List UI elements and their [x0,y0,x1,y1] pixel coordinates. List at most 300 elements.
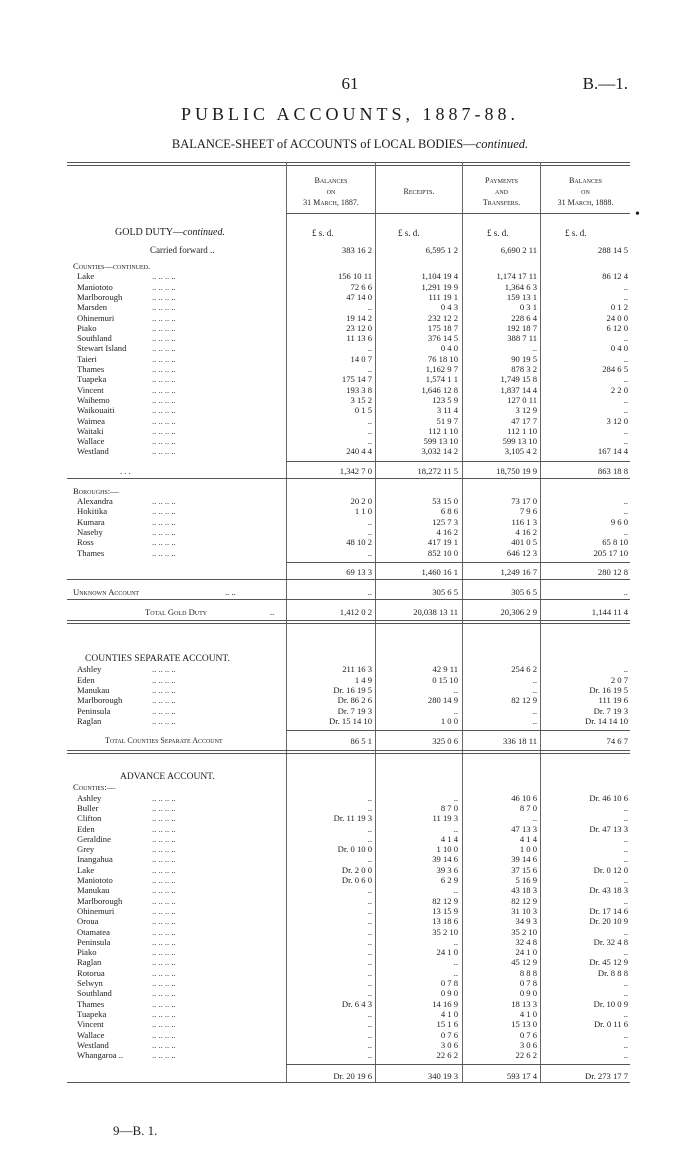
advance-col1: .. [367,988,372,999]
column-header-rec: Receipts. [403,187,435,196]
county-col3: 127 0 11 [507,394,537,405]
separate-col3: .. [532,684,537,695]
advance-col1: .. [367,916,372,927]
advance-col2: .. [453,936,458,947]
borough-col4: 65 8 10 [602,537,628,548]
county-col3: 1,749 15 8 [500,374,537,385]
county-col1: 240 4 4 [346,446,372,457]
advance-col4: .. [623,802,628,813]
leader-dots: .. .. .. .. [152,905,176,916]
advance-col3: 82 12 9 [511,895,537,906]
separate-col4: 2 0 7 [610,674,628,685]
row-label: Lake [77,864,95,875]
table-top-rule-inner [67,165,630,166]
advance-col1: .. [367,823,372,834]
row-label: Whangaroa .. [77,1050,124,1061]
separate-col4: Dr. 7 19 3 [593,705,628,716]
column-header-bal1: 31 March, 1887. [303,198,359,207]
subtotal-rule [286,461,630,462]
advance-col3: 37 15 6 [511,864,537,875]
table-top-rule [67,162,630,163]
advance-col3: 31 10 3 [511,905,537,916]
county-col2: 1,162 9 7 [425,364,458,374]
advance-total-col1: Dr. 20 19 6 [333,1071,372,1082]
advance-col3: 8 8 8 [519,967,537,978]
column-header-bal2: on [581,187,590,196]
row-label: Oroua [77,916,99,927]
leader-dots: .. .. .. .. [152,802,176,813]
row-label: Thames [77,547,105,558]
separate-col1: 1 4 9 [354,674,372,685]
borough-col4: .. [623,496,628,506]
leader-dots: .. .. .. .. [152,281,176,292]
document-reference: B.—1. [582,74,628,93]
leader-dots: .. .. .. .. [152,823,176,834]
counties-total-col4: 863 18 8 [597,465,628,476]
leader-dots: .. .. .. .. [152,833,176,844]
total-gold-duty-label: Total Gold Duty [145,606,208,617]
county-col1: .. [367,343,372,354]
advance-col3: .. [532,813,537,824]
county-col1: .. [367,436,372,447]
advance-col4: .. [623,1050,628,1061]
row-label: Marlborough [77,895,123,906]
row-label: Hokitika [77,506,108,517]
county-col4: 0 4 0 [610,343,628,354]
row-label: Geraldine [77,833,111,844]
advance-col2: 1 10 0 [436,844,458,855]
leader-dots: .. .. .. .. [152,537,176,548]
advance-col1: .. [367,854,372,865]
total-separate-col3: 336 18 11 [502,736,537,747]
leader-dots: .. .. [225,586,236,597]
advance-col2: 3 0 6 [440,1039,458,1050]
borough-col4: .. [623,526,628,537]
carried-forward-col3: 6,690 2 11 [500,245,537,255]
section-double-rule [67,753,630,754]
advance-col2: .. [453,957,458,968]
county-col2: 111 19 1 [428,291,458,302]
row-label: Ohinemuri [77,312,115,323]
row-label: Maniototo [77,281,113,292]
borough-col1: .. [367,547,372,558]
advance-col3: 34 9 3 [515,916,537,927]
row-label: Piako [77,322,97,333]
county-col2: 3,032 14 2 [421,446,458,457]
section-double-rule [67,750,630,751]
header-rule [286,213,630,214]
advance-col4: Dr. 17 14 6 [589,905,628,916]
advance-col2: 39 3 6 [436,864,458,875]
borough-col3: 7 9 6 [519,506,537,517]
row-label: Eden [77,823,95,834]
advance-col1: .. [367,1019,372,1030]
row-label: Waitaki [77,425,104,436]
leader-dots: .. .. .. .. [152,496,176,506]
advance-col4: .. [623,854,628,865]
county-col2: 232 12 2 [427,312,458,323]
page-title: PUBLIC ACCOUNTS, 1887-88. [180,104,520,124]
leader-dots: .. .. .. .. [152,926,176,937]
leader-dots: .. .. .. .. [152,674,176,685]
leader-dots: .. .. .. .. [152,695,176,706]
column-header-pay: Payments [485,176,518,185]
county-col2: 1,574 1 1 [425,374,458,385]
row-label: Waihemo [77,394,110,405]
advance-col2: .. [453,823,458,834]
borough-col3: 73 17 0 [511,496,537,506]
row-label: Wallace [77,1029,105,1040]
row-label: Ohinemuri [77,905,115,916]
county-col1: 175 14 7 [341,374,372,385]
advance-col2: 0 9 0 [440,988,458,999]
county-col2: 123 5 9 [432,394,458,405]
leader-dots: .. .. .. .. [152,1008,176,1019]
advance-col1: .. [367,978,372,988]
borough-col1: .. [367,526,372,537]
borough-col4: 205 17 10 [593,547,628,558]
advance-counties-heading: Counties:— [73,782,116,793]
row-label: Ashley [77,664,102,675]
advance-col3: 15 13 0 [511,1019,537,1030]
advance-col3: 22 6 2 [515,1050,537,1061]
advance-col1: .. [367,802,372,813]
advance-col3: 24 1 0 [515,947,537,958]
county-col1: 3 15 2 [350,394,372,405]
leader-dots: .. .. .. .. [152,978,176,988]
advance-col1: .. [367,1008,372,1019]
total-gold-duty-col1: 1,412 0 2 [339,606,372,617]
units-label: £ s. d. [312,228,334,238]
county-col3: 1,364 6 3 [504,281,537,292]
row-label: Selwyn [77,978,103,988]
advance-col3: 45 12 9 [511,957,537,968]
leader-dots: .. [270,606,275,617]
borough-col2: 4 16 2 [436,526,458,537]
county-col1: 47 14 0 [346,291,372,302]
row-label: Waimea [77,415,105,426]
advance-col4: .. [623,926,628,937]
carried-forward-label: Carried forward .. [150,245,215,255]
leader-dots: .. .. .. .. [152,526,176,537]
row-label: Tuapeka [77,1008,107,1019]
advance-col1: .. [367,926,372,937]
advance-col3: 0 7 6 [519,1029,537,1040]
advance-col1: .. [367,967,372,978]
counties-total-col3: 18,750 19 9 [496,465,537,476]
advance-col2: .. [453,967,458,978]
county-col3: 3 12 9 [515,405,537,416]
leader-dots: .. .. .. .. [152,436,176,447]
separate-col2: 280 14 9 [427,695,458,706]
county-col1: .. [367,302,372,313]
column-header-bal2: 31 March, 1888. [557,198,614,207]
page-footer: 9—B. 1. [113,1123,158,1138]
dots-line: . . . [120,465,131,476]
county-col2: 76 18 10 [427,353,458,364]
advance-col2: .. [453,792,458,803]
county-col3: 3,105 4 2 [504,446,537,457]
advance-total-col3: 593 17 4 [506,1071,537,1082]
leader-dots: .. .. .. .. [152,384,176,395]
advance-col2: 0 7 6 [440,1029,458,1040]
row-label: Manukau [77,885,110,896]
county-col3: 1,174 17 11 [496,271,537,282]
advance-col1: .. [367,885,372,896]
borough-col1: 48 10 2 [346,537,372,548]
advance-col4: Dr. 8 8 8 [597,967,628,978]
leader-dots: .. .. .. .. [152,864,176,875]
advance-col4: Dr. 20 10 9 [589,916,628,927]
advance-col3: 43 18 3 [511,885,537,896]
advance-col2: 11 19 3 [432,813,458,824]
row-label: Alexandra [77,496,113,506]
section-heading-separate: COUNTIES SEPARATE ACCOUNT. [85,654,230,664]
county-col1: .. [367,415,372,426]
row-label: Buller [77,802,99,813]
subtotal-rule [286,562,630,563]
carried-forward-col1: 383 16 2 [341,245,372,255]
county-col3: 599 13 10 [502,436,537,447]
separate-col1: 211 16 3 [342,664,372,675]
county-col4: 0 1 2 [610,302,628,313]
county-col2: 112 1 10 [428,425,458,436]
section-double-rule [67,620,630,621]
boroughs-total-col1: 69 13 3 [346,566,372,577]
advance-col1: Dr. 6 4 3 [341,998,372,1009]
county-col2: 175 18 7 [427,322,458,333]
county-col2: 3 11 4 [436,405,458,416]
separate-col3: 254 6 2 [511,664,537,675]
row-label: Vincent [77,1019,104,1030]
advance-col4: .. [623,1039,628,1050]
leader-dots: .. .. .. .. [152,1019,176,1030]
subtitle-main: BALANCE-SHEET of ACCOUNTS of LOCAL BODIES— [171,137,476,151]
leader-dots: .. .. .. .. [152,353,176,364]
county-col1: 156 10 11 [337,271,372,282]
borough-col2: 417 19 1 [427,537,458,548]
separate-col1: Dr. 7 19 3 [337,705,372,716]
advance-col2: 4 1 4 [440,833,458,844]
boroughs-total-col3: 1,249 16 7 [500,566,537,577]
row-label: Peninsula [77,705,111,716]
row-label: Piako [77,947,97,958]
county-col3: 47 17 7 [511,415,537,426]
leader-dots: .. .. .. .. [152,998,176,1009]
advance-col3: 47 13 3 [511,823,537,834]
carried-forward-col4: 288 14 5 [597,245,628,255]
units-label: £ s. d. [565,228,587,238]
advance-col4: .. [623,978,628,988]
row-label: Marlborough [77,695,123,706]
advance-col1: .. [367,833,372,844]
advance-col2: 4 1 0 [440,1008,458,1019]
section-rule [67,599,630,600]
counties-total-col1: 1,342 7 0 [339,465,372,476]
advance-col1: .. [367,1029,372,1040]
advance-col1: Dr. 0 6 0 [341,875,372,885]
county-col3: 228 6 4 [511,312,537,323]
advance-col2: 82 12 9 [432,895,458,906]
borough-col2: 6 8 6 [440,506,458,517]
row-label: Wallace [77,436,105,447]
leader-dots: .. .. .. .. [152,875,176,885]
separate-col1: Dr. 15 14 10 [329,715,372,726]
advance-col4: Dr. 32 4 8 [593,936,628,947]
advance-col1: .. [367,947,372,958]
row-label: Marlborough [77,291,123,302]
advance-col3: 32 4 8 [515,936,537,947]
advance-col1: .. [367,1039,372,1050]
county-col4: .. [623,353,628,364]
advance-col3: 1 0 0 [519,844,537,855]
row-label: Ashley [77,792,102,803]
county-col3: 112 1 10 [507,425,537,436]
separate-col4: Dr. 14 14 10 [585,715,628,726]
advance-col4: .. [623,1008,628,1019]
advance-col4: .. [623,844,628,855]
county-col4: .. [623,425,628,436]
county-col4: .. [623,436,628,447]
leader-dots: .. .. .. .. [152,664,176,675]
county-col3: 388 7 11 [507,333,537,344]
total-gold-duty-col3: 20,306 2 9 [500,606,537,617]
leader-dots: .. .. .. .. [152,813,176,824]
leader-dots: .. .. .. .. [152,988,176,999]
units-label: £ s. d. [398,228,420,238]
separate-col4: .. [623,664,628,675]
leader-dots: .. .. .. .. [152,364,176,374]
row-label: Tuapeka [77,374,107,385]
leader-dots: .. .. .. .. [152,916,176,927]
advance-col1: Dr. 11 19 3 [333,813,372,824]
advance-col3: 4 1 0 [519,1008,537,1019]
separate-col3: .. [532,715,537,726]
advance-col2: 22 6 2 [436,1050,458,1061]
advance-col4: .. [623,833,628,844]
county-col4: 167 14 4 [597,446,628,457]
advance-col3: 18 13 3 [511,998,537,1009]
section-heading-gold-duty: GOLD DUTY—continued. [115,227,225,238]
advance-col2: 8 7 0 [440,802,458,813]
row-label: Raglan [77,957,102,968]
leader-dots: .. .. .. .. [152,885,176,896]
row-label: Westland [77,1039,109,1050]
row-label: Rotorua [77,967,105,978]
boroughs-total-col4: 280 12 8 [597,566,628,577]
table-bottom-rule [67,1082,630,1083]
unknown-account-col4: .. [623,586,628,597]
subtotal-rule [286,1064,630,1065]
separate-col1: Dr. 16 19 5 [333,684,372,695]
county-col2: 376 14 5 [427,333,458,344]
advance-col4: Dr. 47 13 3 [589,823,628,834]
separate-col1: Dr. 86 2 6 [337,695,372,706]
leader-dots: .. .. .. .. [152,854,176,865]
county-col2: 1,104 19 4 [421,271,458,282]
boroughs-total-col2: 1,460 16 1 [421,566,458,577]
county-col4: 86 12 4 [602,271,628,282]
county-col4: .. [623,291,628,302]
advance-col4: .. [623,813,628,824]
borough-col3: 401 0 5 [511,537,537,548]
advance-col1: .. [367,957,372,968]
advance-col4: .. [623,895,628,906]
separate-col3: .. [532,705,537,716]
row-label: Stewart Island [77,343,127,354]
borough-col4: .. [623,506,628,517]
advance-col1: Dr. 2 0 0 [341,864,372,875]
section-heading-advance: ADVANCE ACCOUNT. [120,772,215,782]
county-col3: 0 3 1 [519,302,537,313]
county-col1: 72 6 6 [350,281,372,292]
advance-total-col4: Dr. 273 17 7 [585,1071,628,1082]
county-col3: 90 19 5 [511,353,537,364]
advance-col3: 4 1 4 [519,833,537,844]
advance-col3: 5 16 9 [515,875,537,885]
advance-col3: 3 0 6 [519,1039,537,1050]
row-label: Southland [77,333,112,344]
advance-col4: Dr. 45 12 9 [589,957,628,968]
advance-col4: Dr. 0 11 6 [593,1019,628,1030]
county-col4: 24 0 0 [606,312,628,323]
borough-col2: 125 7 3 [432,516,458,527]
section-rule [67,478,630,479]
county-col3: 878 3 2 [511,364,537,374]
row-label: Southland [77,988,112,999]
total-separate-col4: 74 6 7 [606,736,628,747]
advance-col3: 39 14 6 [511,854,537,865]
county-col1: .. [367,364,372,374]
unknown-account-col2: 305 6 5 [432,586,458,597]
row-label: Taieri [77,353,97,364]
row-label: Marsden [77,302,108,313]
total-separate-col2: 325 0 6 [432,736,458,747]
advance-col4: .. [623,988,628,999]
row-label: Vincent [77,384,104,395]
row-label: Ross [77,537,94,548]
leader-dots: .. .. .. .. [152,405,176,416]
section-rule [67,579,630,580]
total-separate-label: Total Counties Separate Account [105,736,223,746]
row-label: Grey [77,844,95,855]
county-col4: 6 12 0 [606,322,628,333]
county-col2: 1,291 19 9 [421,281,458,292]
total-gold-duty-col2: 20,038 13 11 [413,606,458,617]
leader-dots: .. .. .. .. [152,844,176,855]
separate-col4: 111 19 6 [598,695,628,706]
borough-col1: 20 2 0 [350,496,372,506]
subtotal-rule [286,730,630,731]
advance-col3: 8 7 0 [519,802,537,813]
leader-dots: .. .. .. .. [152,684,176,695]
column-header-bal2: Balances [568,176,602,185]
separate-col2: 42 9 11 [432,664,458,675]
row-label: Clifton [77,813,102,824]
borough-col1: 1 1 0 [354,506,372,517]
page-subtitle [0,137,700,152]
advance-col4: Dr. 43 18 3 [589,885,628,896]
row-label: Maniototo [77,875,113,885]
county-col3: 1,837 14 4 [500,384,537,395]
advance-col4: .. [623,947,628,958]
advance-total-col2: 340 19 3 [427,1071,458,1082]
leader-dots: .. .. .. .. [152,425,176,436]
separate-col2: 1 0 0 [440,715,458,726]
leader-dots: .. .. .. .. [152,547,176,558]
row-label: Inangahua [77,854,113,865]
county-col1: 23 12 0 [346,322,372,333]
